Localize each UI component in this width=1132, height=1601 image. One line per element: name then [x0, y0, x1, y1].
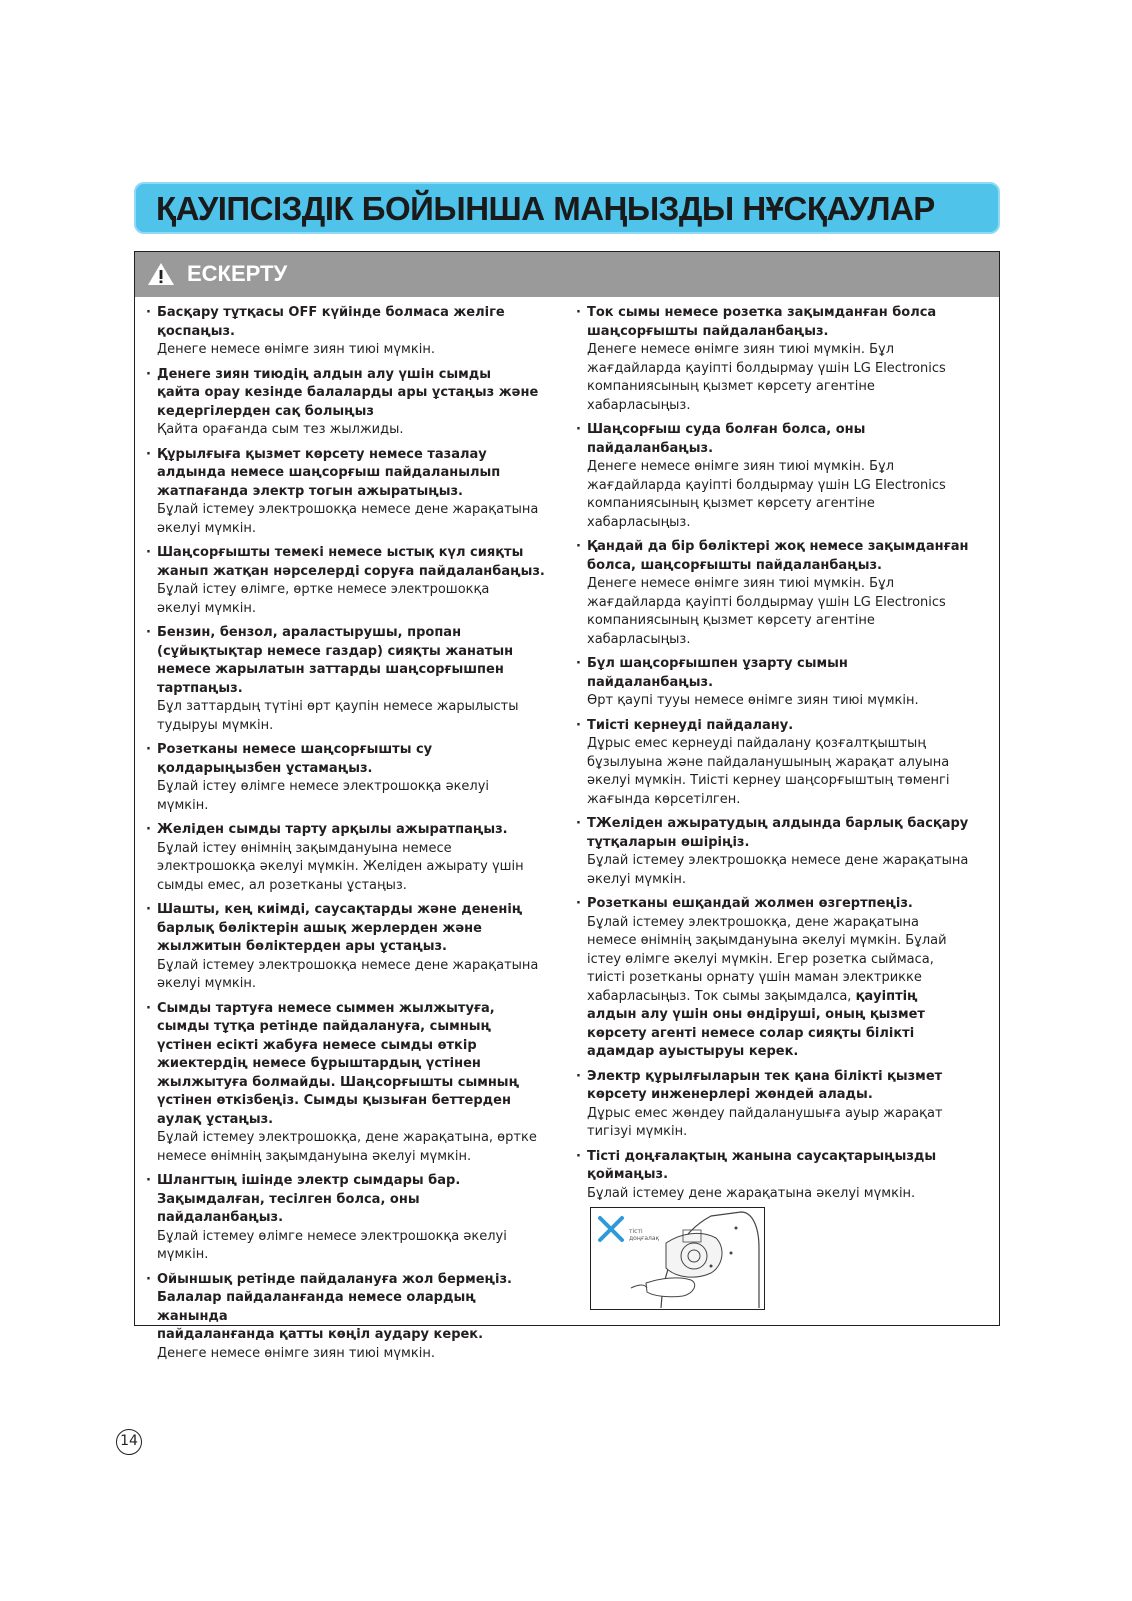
safety-item-body-text: Бұлай істемеу электрошокқа немесе дене жарақатына әкелуі мүмкін.	[157, 957, 539, 991]
safety-item-body-text: Бұлай істемеу электрошокқа немесе дене жарақатына әкелуі мүмкін.	[587, 853, 969, 887]
safety-item	[575, 717, 987, 810]
warning-triangle-icon	[147, 262, 175, 286]
safety-item	[575, 815, 987, 889]
safety-item-body	[587, 852, 987, 889]
safety-item	[575, 421, 987, 532]
safety-item-heading: · Шаңсорғышты темекі немесе ыстық күл сияқты жанып жатқан нәрселерді соруға пайдаланбаңыз.	[157, 545, 545, 579]
safety-item	[145, 624, 545, 735]
safety-item-body-text: Өрт қаупі тууы немесе өнімге зиян тиюі мүмкін.	[587, 693, 919, 708]
safety-item-body-text: Дұрыс емес кернеуді пайдалану қозғалтқыштың бұзылуына және пайдаланушының жарақат алуына әкелуі мүмкін. Тиісті кернеу шаңсорғыштың төменгі жағында көрсетілген.	[587, 736, 950, 807]
safety-item-body-text: Бұлай істеу өлімге немесе электрошокқа әкелуі мүмкін.	[157, 779, 490, 813]
safety-item-body	[587, 735, 987, 809]
safety-item-body	[587, 458, 987, 532]
safety-item-heading: · ТЖеліден ажыратудың алдында барлық басқару тұтқаларын өшіріңіз.	[587, 816, 969, 850]
safety-item-heading: · Ойыншық ретінде пайдалануға жол бермеңіз. Балалар пайдаланғанда немесе олардың жанында пайдаланғанда қатты көңіл аудару керек.	[157, 1271, 512, 1342]
safety-item-body-text: Бұлай істемеу электрошокқа, дене жарақатына немесе өнімнің зақымдануына әкелуі мүмкін. Бұлай істеу өлімге әкелуі мүмкін. Егер розетка сыймаса, тиісті розетканы орнату үшін маман электрикке хабарласыңыз. Ток сымы зақымдалса,	[587, 914, 947, 1004]
right-column	[575, 304, 987, 1209]
safety-item	[145, 544, 545, 618]
left-column	[145, 304, 545, 1369]
safety-item-body	[157, 1129, 545, 1166]
safety-item-heading: · Құрылғыға қызмет көрсету немесе тазалау алдында немесе шаңсорғыш пайдаланылып жатпағанда электр тогын ажыратыңыз.	[157, 446, 501, 499]
page-number: 14	[116, 1429, 142, 1455]
safety-item-body-text: Денеге немесе өнімге зиян тиюі мүмкін. Бұл жағдайларда қауіпті болдырмау үшін LG Electronics компаниясының қызмет көрсету агентіне хабарласыңыз.	[587, 576, 946, 647]
safety-item	[575, 655, 987, 711]
safety-item	[145, 1271, 545, 1364]
safety-item	[145, 304, 545, 360]
title-banner	[134, 182, 1000, 234]
safety-item-heading: · Шашты, кең киімді, саусақтарды және дененің барлық бөліктерін ашық жерлерден және жылжитын бөліктерден ары ұстаңыз.	[157, 902, 523, 954]
safety-item-body	[587, 575, 987, 649]
gear-label: тісті доңғалақ	[629, 1228, 660, 1242]
safety-item-body	[157, 581, 545, 618]
warning-section	[134, 251, 1000, 1361]
safety-item-body	[587, 1185, 987, 1204]
safety-item-body-text: Денеге немесе өнімге зиян тиюі мүмкін.	[157, 1345, 435, 1361]
safety-item-body	[157, 957, 545, 994]
safety-item	[145, 821, 545, 895]
safety-item-heading: · Электр құрылғыларын тек қана білікті қызмет көрсету инженерлері жөндей алады.	[587, 1068, 943, 1102]
safety-item-body	[587, 1105, 987, 1142]
warning-label: ЕСКЕРТУ	[187, 261, 288, 286]
safety-item-body-text: Бұлай істемеу электрошокқа немесе дене жарақатына әкелуі мүмкін.	[157, 502, 539, 536]
safety-item-body	[157, 421, 545, 440]
safety-item-body	[157, 501, 545, 538]
safety-item-heading: · Желіден сымды тарту арқылы ажыратпаңыз.	[157, 822, 508, 837]
safety-item-body	[157, 1345, 545, 1364]
safety-item-heading: · Сымды тартуға немесе сыммен жылжытуға, сымды тұтқа ретінде пайдалануға, сымның үстінен есікті жабуға немесе сымды өткір жиектердің немесе бұрыштардың үстінен жылжытуға болмайды. Шаңсорғышты сымның үстінен өткізбеңіз. Сымды қызыған беттерден аулақ ұстаңыз.	[157, 1000, 520, 1127]
safety-item-heading: · Бұл шаңсорғышпен ұзарту сымын пайдаланбаңыз.	[587, 656, 848, 690]
safety-item-body	[157, 840, 545, 896]
safety-item-body-text: Қайта орағанда сым тез жылжиды.	[157, 422, 404, 437]
safety-item-heading: · Тиісті кернеуді пайдалану.	[587, 717, 794, 733]
warning-header	[135, 252, 999, 297]
safety-item	[575, 1148, 987, 1204]
safety-item-heading: · Басқару тұтқасы OFF күйінде болмаса желіге қоспаңыз.	[157, 305, 505, 339]
safety-item	[145, 1000, 545, 1167]
safety-item-body-text: Бұлай істеу өлімге, өртке немесе электрошокқа әкелуі мүмкін.	[157, 582, 490, 616]
safety-item	[145, 901, 545, 994]
safety-item	[145, 741, 545, 815]
safety-item-heading: · Розетканы немесе шаңсорғышты су қолдарыңызбен ұстамаңыз.	[157, 742, 433, 776]
safety-item-heading: · Розетканы ешқандай жолмен өзгертпеңіз.	[587, 896, 913, 911]
safety-item-heading: · Шаңсорғыш суда болған болса, оны пайдаланбаңыз.	[587, 422, 866, 456]
safety-item-body-text: Бұлай істемеу дене жарақатына әкелуі мүмкін.	[587, 1185, 916, 1201]
safety-item-heading: · Шлангтың ішінде электр сымдары бар. Зақымдалған, тесілген болса, оны пайдаланбаңыз.	[157, 1173, 461, 1225]
safety-item-heading: · Қандай да бір бөліктері жоқ немесе зақымданған болса, шаңсорғышты пайдаланбаңыз.	[587, 539, 969, 573]
safety-item-body-text: Денеге немесе өнімге зиян тиюі мүмкін. Бұл жағдайларда қауіпті болдырмау үшін LG Electronics компаниясының қызмет көрсету агентіне хабарласыңыз.	[587, 342, 946, 413]
safety-item-body	[587, 341, 987, 415]
safety-item	[575, 304, 987, 415]
safety-item-body-text: Денеге немесе өнімге зиян тиюі мүмкін.	[157, 342, 435, 357]
safety-item-body	[157, 1228, 545, 1265]
safety-item-heading: · Бензин, бензол, араластырушы, пропан (сұйықтықтар немесе газдар) сияқты жанатын немесе жарылатын заттарды шаңсорғышпен тартпаңыз.	[157, 625, 514, 696]
safety-item	[145, 1172, 545, 1265]
gear-warning-illustration	[590, 1207, 765, 1310]
safety-item-body-text: Бұлай істемеу өлімге немесе электрошокқа әкелуі мүмкін.	[157, 1228, 507, 1262]
safety-item-body	[587, 914, 987, 1062]
page-title: ҚАУІПСІЗДІК БОЙЫНША МАҢЫЗДЫ НҰСҚАУЛАР	[156, 190, 935, 227]
safety-item	[575, 538, 987, 649]
safety-item-body-text: Денеге немесе өнімге зиян тиюі мүмкін. Бұл жағдайларда қауіпті болдырмау үшін LG Electronics компаниясының қызмет көрсету агентіне хабарласыңыз.	[587, 459, 946, 530]
safety-item-body-bold: қауіптің алдын алу үшін оны өндіруші, оның қызмет көрсету агенті немесе солар сияқты білікті адамдар ауыстыруы керек.	[587, 988, 925, 1059]
safety-item-body	[157, 698, 545, 735]
safety-item-body	[157, 341, 545, 360]
safety-item-body-text: Бұлай істемеу электрошокқа, дене жарақатына, өртке немесе өнімнің зақымдануына әкелуі мүмкін.	[157, 1130, 537, 1164]
safety-item-heading: · Тісті доңғалақтың жанына саусақтарыңызды қоймаңыз.	[587, 1148, 937, 1182]
safety-item-heading: · Ток сымы немесе розетка зақымданған болса шаңсорғышты пайдаланбаңыз.	[587, 305, 937, 339]
safety-item-body-text: Бұл заттардың түтіні өрт қаупін немесе жарылысты тудыруы мүмкін.	[157, 699, 519, 733]
safety-item-body	[157, 778, 545, 815]
prohibited-x-icon	[596, 1214, 626, 1244]
safety-item-heading: · Денеге зиян тиюдің алдын алу үшін сымды қайта орау кезінде балаларды ары ұстаңыз және кедергілерден сақ болыңыз	[157, 366, 539, 419]
safety-item	[575, 1068, 987, 1142]
safety-item-body-text: Дұрыс емес жөндеу пайдаланушыға ауыр жарақат тигізуі мүмкін.	[587, 1105, 943, 1139]
safety-item	[145, 366, 545, 440]
safety-item-body	[587, 692, 987, 711]
safety-item	[575, 895, 987, 1062]
safety-item-body-text: Бұлай істеу өнімнің зақымдануына немесе электрошокқа әкелуі мүмкін. Желіден ажырату үшін сымды емес, ал розетканы ұстаңыз.	[157, 840, 524, 893]
safety-item	[145, 446, 545, 539]
